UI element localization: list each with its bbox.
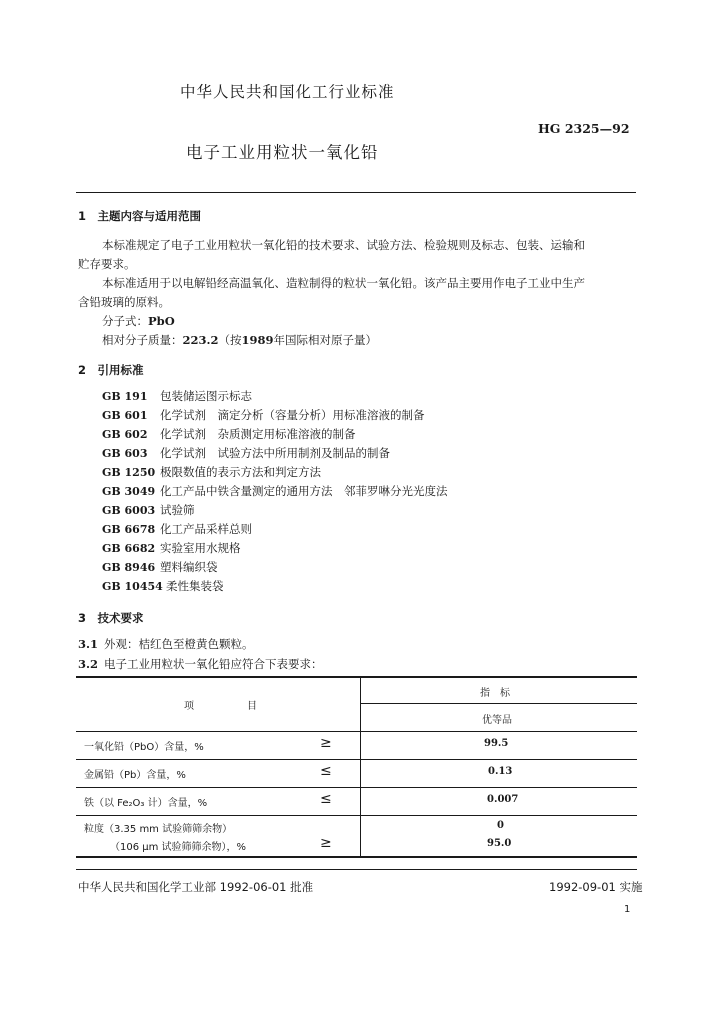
header-index: 指 标 [480,688,510,699]
section1-heading: 1 主题内容与适用范围 [78,209,202,223]
item-3-2 [78,656,323,672]
reference-item: GB 6003 试验筛 [102,503,195,517]
reference-item: GB 603 化学试剂 试验方法中所用制剂及制品的制备 [102,446,390,460]
mass-note: （按 [218,333,242,347]
reference-item: GB 1250 极限数值的表示方法和判定方法 [102,465,321,479]
mass-value: 223.2 [182,333,219,347]
para2-line2: 含铅玻璃的原料。 [78,295,170,309]
header-grade: 优等品 [482,715,512,726]
mass-note2: 年国际相对原子量） [273,333,378,347]
row-size-line2: （106 μm 试验筛筛余物），% [110,842,247,853]
row-fe-name: 铁（以 Fe₂O₃ 计）含量，% [84,798,208,809]
reference-item: GB 602 化学试剂 杂质测定用标准溶液的制备 [102,427,356,441]
item-3-1 [78,636,254,652]
reference-item: GB 8946 塑料编织袋 [102,560,218,574]
header-inner-rule [361,703,637,704]
reference-item: GB 6678 化工产品采样总则 [102,522,252,536]
table-bottom-rule [76,856,637,858]
footer-rule [76,869,637,870]
reference-item: GB 601 化学试剂 滴定分析（容量分析）用标准溶液的制备 [102,408,425,422]
section2-heading: 2 引用标准 [78,363,144,377]
standard-code: HG 2325—92 [538,121,630,136]
item-3-1-number: 3.1 [78,637,99,651]
para1-line1: 本标准规定了电子工业用粒状一氧化铅的技术要求、试验方法、检验规则及标志、包装、运输和 [102,238,585,252]
formula-label: 分子式： [102,314,148,328]
row-fe-value: 0.007 [487,794,519,805]
row-size-value1: 0 [497,820,504,831]
item-3-1-text: 外观：桔红色至橙黄色颗粒。 [104,637,254,651]
reference-item: GB 6682 实验室用水规格 [102,541,241,555]
formula-value: PbO [148,314,175,328]
row-pbo-sign: ≥ [320,735,332,751]
reference-item: GB 191 包装储运图示标志 [102,389,252,403]
header-item-1: 项 [184,701,194,712]
row-rule [76,815,637,816]
row-size-sign: ≥ [320,835,332,851]
row-fe-sign: ≤ [320,791,332,807]
page-number: 1 [624,904,631,915]
reference-item: GB 3049 化工产品中铁含量测定的通用方法 邻菲罗啉分光光度法 [102,484,448,498]
reference-item: GB 10454 柔性集装袋 [102,579,224,593]
header-rule [76,192,636,193]
row-pbo-name: 一氧化铅（PbO）含量，% [84,742,204,753]
para2-line1: 本标准适用于以电解铅经高温氧化、造粒制得的粒状一氧化铅。该产品主要用作电子工业中生产 [102,276,585,290]
row-rule [76,787,637,788]
approval-line: 中华人民共和国化学工业部 1992-06-01 批准 [78,880,314,894]
item-3-2-text: 电子工业用粒状一氧化铅应符合下表要求： [104,657,323,671]
reference-list [102,387,448,596]
section3-heading: 3 技术要求 [78,611,144,625]
row-size-line1: 粒度（3.35 mm 试验筛筛余物） [84,824,233,835]
row-pbo-value: 99.5 [484,738,509,749]
item-3-2-number: 3.2 [78,657,99,671]
row-pb-value: 0.13 [488,766,513,777]
header-item-2: 目 [247,701,257,712]
para1-line2: 贮存要求。 [78,257,136,271]
row-pb-name: 金属铅（Pb）含量，% [84,770,186,781]
formula-line [102,312,175,331]
row-size-value2: 95.0 [487,838,512,849]
row-rule [76,759,637,760]
row-pb-sign: ≤ [320,763,332,779]
mass-line [102,331,377,350]
effective-line: 1992-09-01 实施 [549,880,643,894]
org-line: 中华人民共和国化工行业标准 [180,83,395,101]
table-top-rule [76,676,637,678]
mass-label: 相对分子质量： [102,333,183,347]
mass-year: 1989 [241,333,274,347]
header-bottom-rule [76,731,637,732]
doc-title: 电子工业用粒状一氧化铅 [186,143,379,162]
